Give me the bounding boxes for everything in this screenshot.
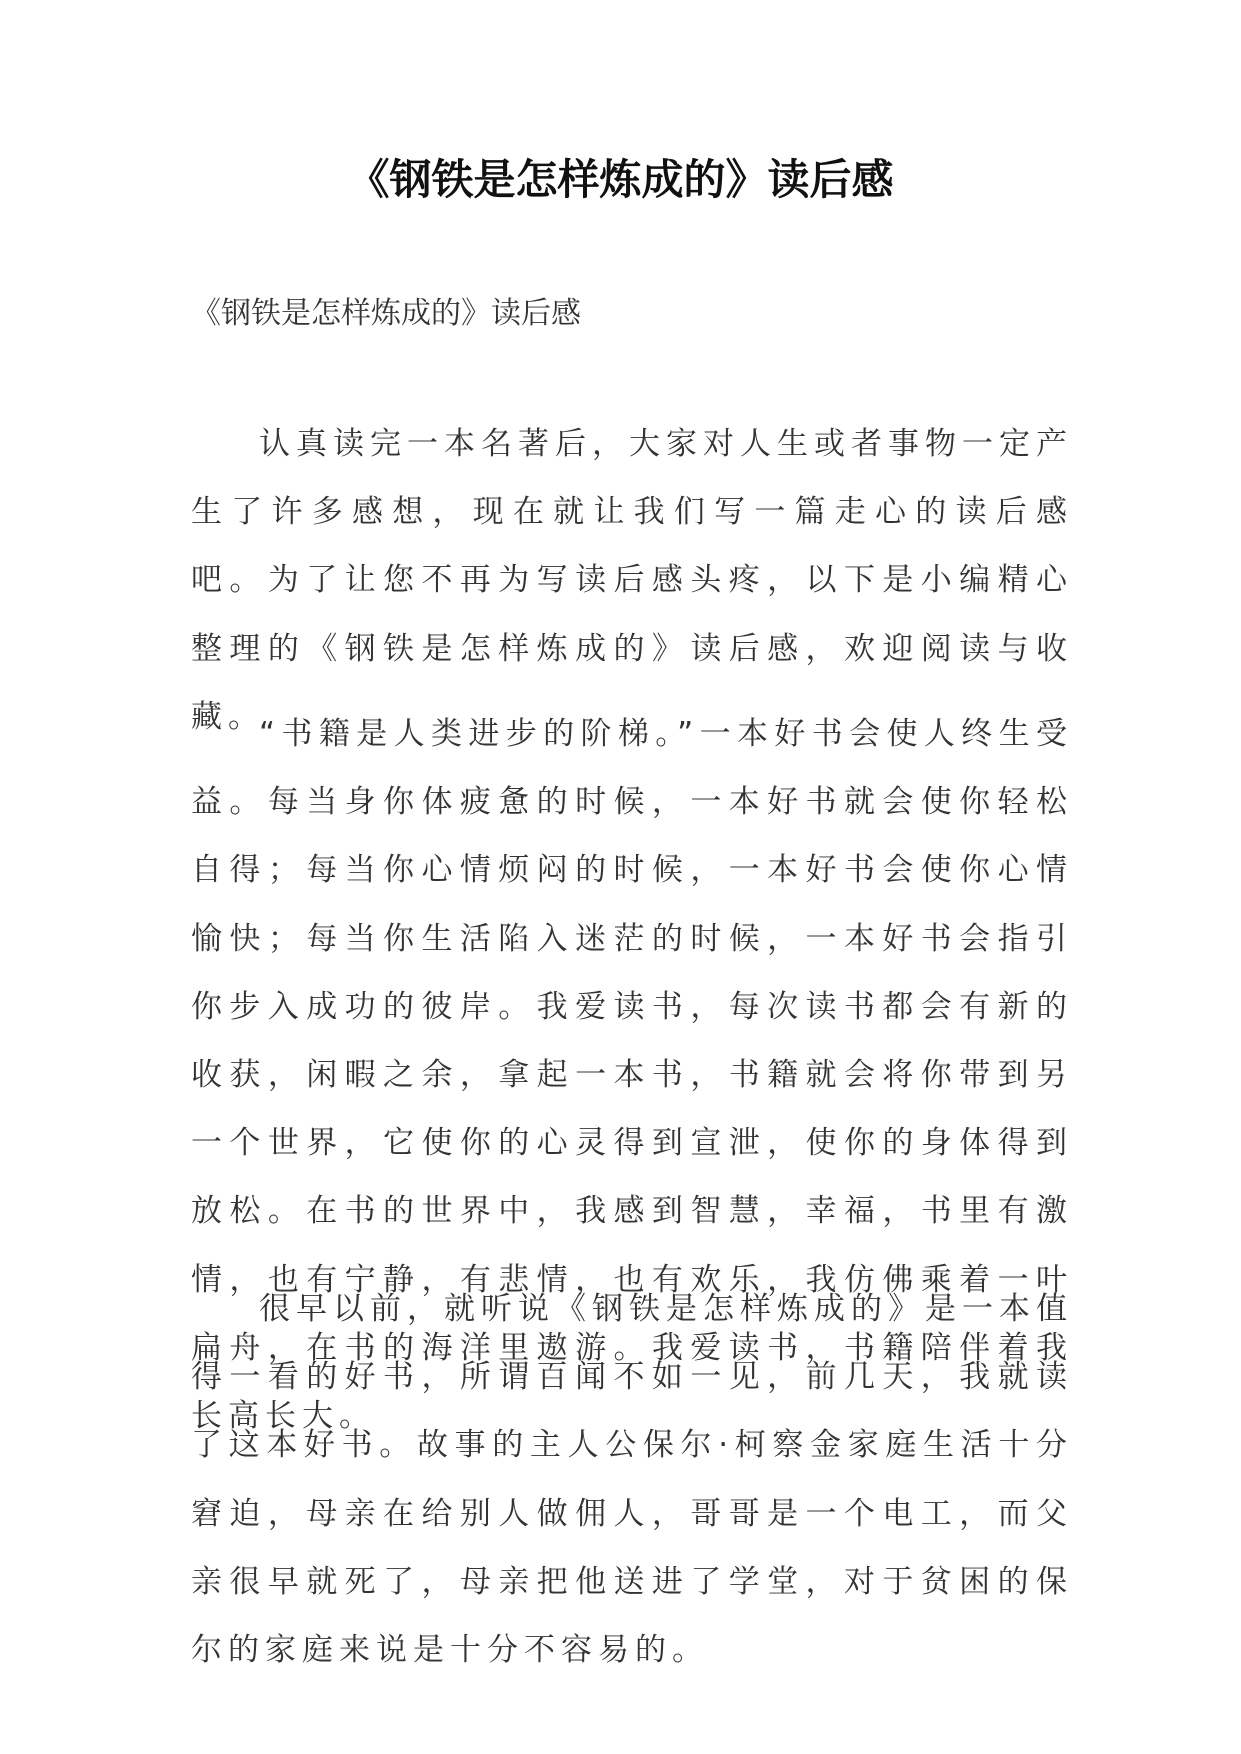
document-title: 《钢铁是怎样炼成的》读后感 (347, 155, 894, 204)
paragraph-books: “书籍是人类进步的阶梯。”一本好书会使人终生受益。每当身你体疲惫的时候，一本好书就会使你轻松自得；每当你心情烦闷的时候，一本好书会使你心情愉快；每当你生活陷入迷茫的时候，一本好书会指引你步入成功的彼岸。我爱读书，每次读书都会有新的收获，闲暇之余，拿起一本书，书籍就会将你带到另一个世界，它使你的心灵得到宣泄，使你的身体得到放松。在书的世界中，我感到智慧，幸福，书里有激情，也有宁静，有悲情，也有欢乐，我仿佛乘着一叶扁舟，在书的海洋里遨游。我爱读书，书籍陪伴着我长高长大。 (191, 716, 1073, 1435)
document-subtitle: 《钢铁是怎样炼成的》读后感 (191, 296, 581, 331)
paragraph-intro: 认真读完一本名著后，大家对人生或者事物一定产生了许多感想，现在就让我们写一篇走心的读后感吧。为了让您不再为写读后感头疼，以下是小编精心整理的《钢铁是怎样炼成的》读后感，欢迎阅读与收藏。 (191, 426, 1073, 735)
paragraph-story: 很早以前，就听说《钢铁是怎样炼成的》是一本值得一看的好书，所谓百闻不如一见，前几天，我就读了这本好书。故事的主人公保尔·柯察金家庭生活十分窘迫，母亲在给别人做佣人，哥哥是一个电工，而父亲很早就死了，母亲把他送进了学堂，对于贫困的保尔的家庭来说是十分不容易的。 (191, 1291, 1073, 1669)
